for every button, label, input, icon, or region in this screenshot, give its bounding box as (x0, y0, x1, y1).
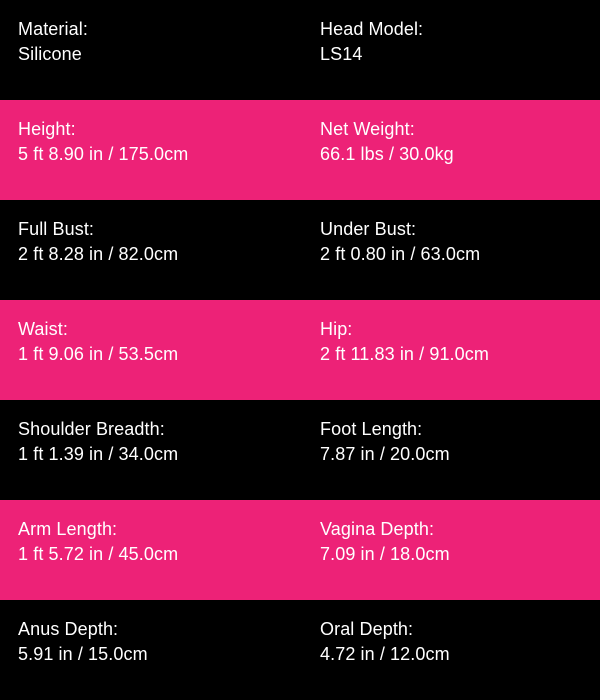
spec-vagina-depth (320, 517, 600, 567)
spec-value: 5.91 in / 15.0cm (18, 644, 148, 664)
spec-material (18, 17, 320, 67)
spec-row-material-head-model (0, 0, 600, 100)
spec-value: 2 ft 11.83 in / 91.0cm (320, 344, 489, 364)
spec-value: 7.09 in / 18.0cm (320, 544, 450, 564)
spec-value: 2 ft 0.80 in / 63.0cm (320, 244, 481, 264)
spec-value: 5 ft 8.90 in / 175.0cm (18, 144, 189, 164)
spec-label: Anus Depth: (18, 619, 119, 639)
spec-label: Waist: (18, 319, 68, 339)
spec-value: 4.72 in / 12.0cm (320, 644, 450, 664)
spec-oral-depth (320, 617, 600, 667)
spec-label: Vagina Depth: (320, 519, 435, 539)
spec-value: 66.1 lbs / 30.0kg (320, 144, 454, 164)
spec-net-weight (320, 117, 600, 167)
spec-label: Under Bust: (320, 219, 417, 239)
spec-full-bust (18, 217, 320, 267)
spec-height (18, 117, 320, 167)
spec-row-height-net-weight (0, 100, 600, 200)
spec-label: Hip: (320, 319, 353, 339)
spec-label: Oral Depth: (320, 619, 414, 639)
spec-hip (320, 317, 600, 367)
spec-label: Material: (18, 19, 88, 39)
spec-value: 1 ft 1.39 in / 34.0cm (18, 444, 179, 464)
spec-label: Head Model: (320, 19, 424, 39)
spec-row-full-bust-under-bust (0, 200, 600, 300)
spec-row-waist-hip (0, 300, 600, 400)
spec-value: 2 ft 8.28 in / 82.0cm (18, 244, 179, 264)
spec-label: Full Bust: (18, 219, 95, 239)
spec-label: Foot Length: (320, 419, 423, 439)
spec-label: Shoulder Breadth: (18, 419, 165, 439)
spec-under-bust (320, 217, 600, 267)
spec-value: Silicone (18, 44, 82, 64)
spec-value: 1 ft 9.06 in / 53.5cm (18, 344, 179, 364)
spec-label: Height: (18, 119, 76, 139)
spec-value: 1 ft 5.72 in / 45.0cm (18, 544, 179, 564)
spec-anus-depth (18, 617, 320, 667)
spec-label: Arm Length: (18, 519, 118, 539)
spec-value: 7.87 in / 20.0cm (320, 444, 450, 464)
spec-label: Net Weight: (320, 119, 415, 139)
spec-row-shoulder-foot (0, 400, 600, 500)
spec-value: LS14 (320, 44, 363, 64)
spec-foot-length (320, 417, 600, 467)
spec-shoulder-breadth (18, 417, 320, 467)
spec-row-arm-vagina (0, 500, 600, 600)
spec-row-anus-oral (0, 600, 600, 700)
spec-waist (18, 317, 320, 367)
spec-head-model (320, 17, 600, 67)
spec-arm-length (18, 517, 320, 567)
